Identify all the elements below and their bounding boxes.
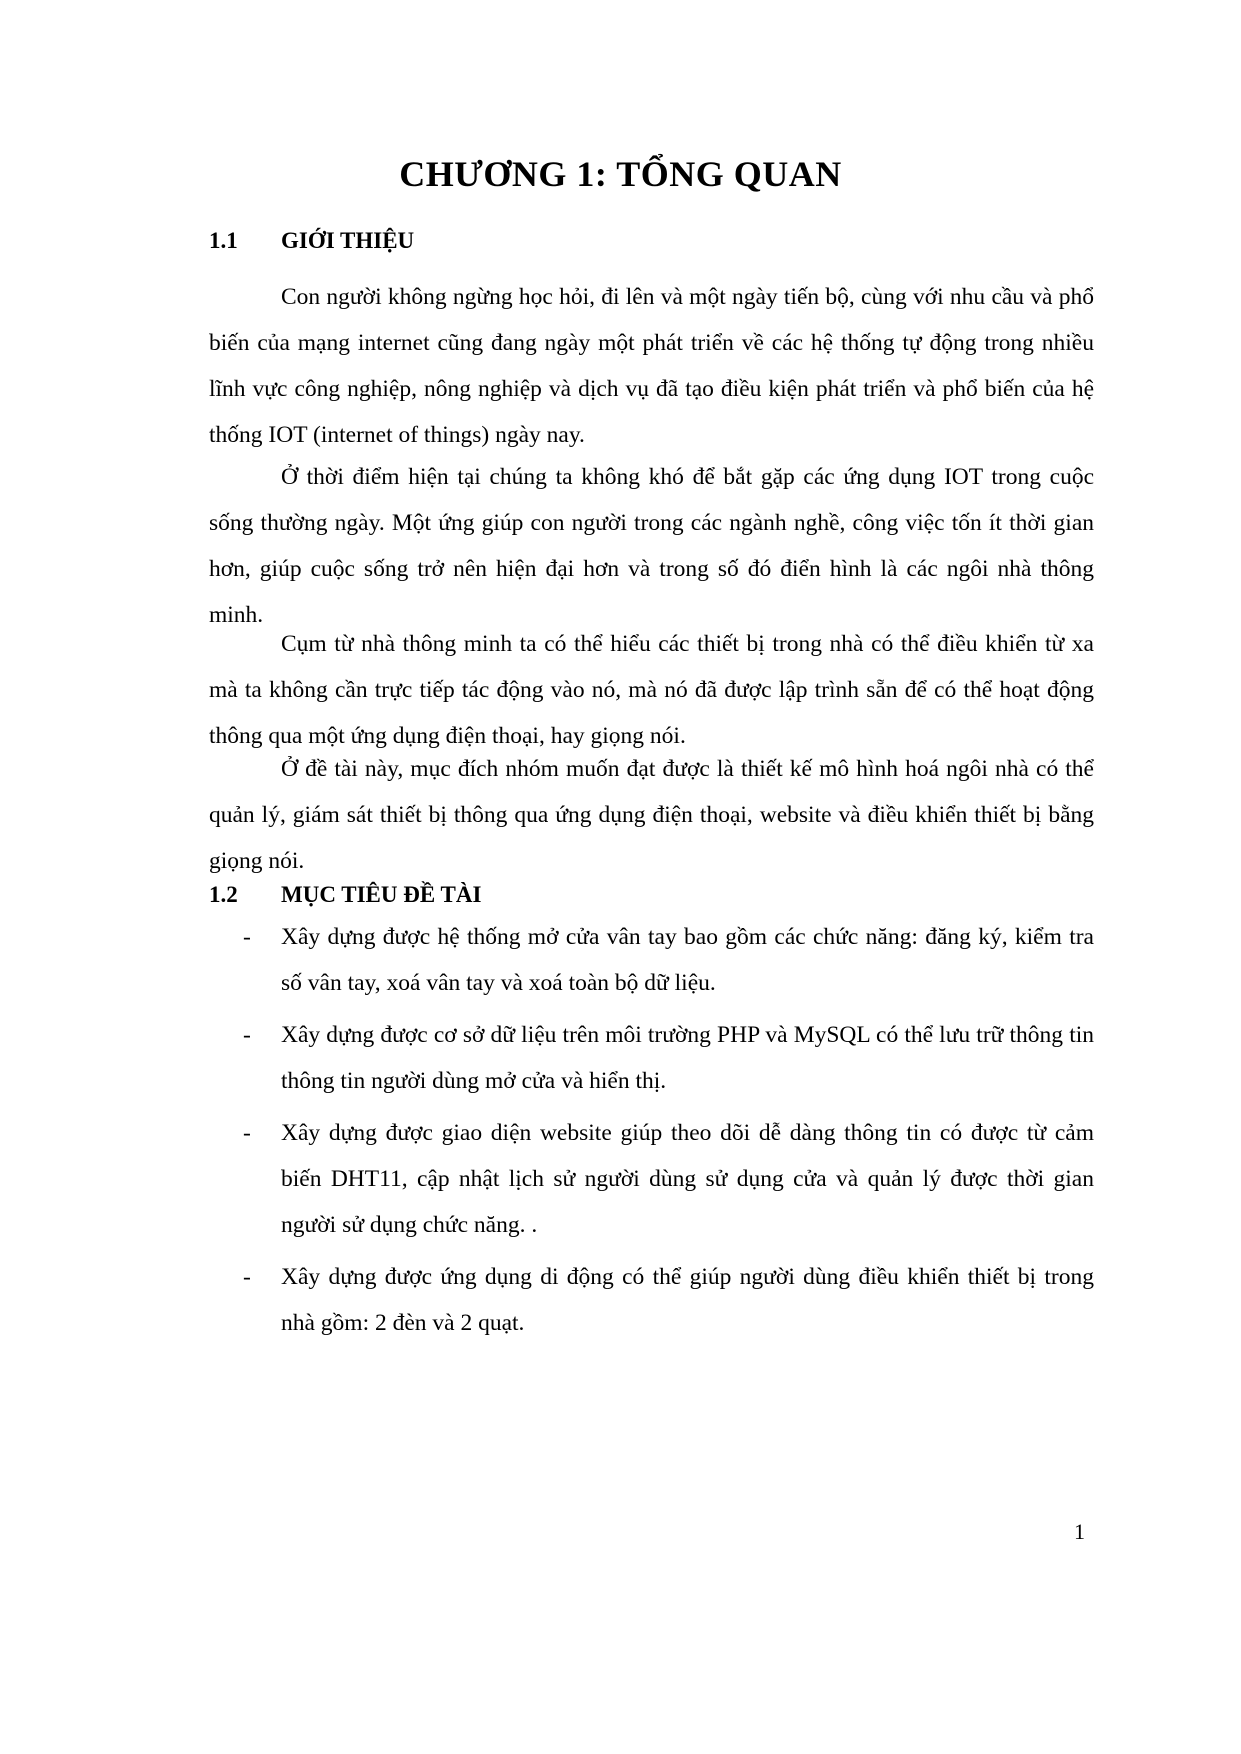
bullet-dash: -	[243, 924, 251, 950]
list-item	[209, 1254, 1094, 1346]
bullet-dash: -	[243, 1022, 251, 1048]
paragraph-1: Con người không ngừng học hỏi, đi lên và một ngày tiến bộ, cùng với nhu cầu và phổ biến của mạng internet cũng đang ngày một phát triển về các hệ thống tự động trong nhiều lĩnh vực công nghiệp, nông nghiệp và dịch vụ đã tạo điều kiện phát triển và phổ biến của hệ thống IOT (internet of things) ngày nay.	[209, 284, 1094, 448]
bullet-dash: -	[243, 1120, 251, 1146]
section-number: 1.2	[209, 882, 238, 907]
section-number: 1.1	[209, 228, 238, 253]
section-heading-1-1	[209, 226, 414, 256]
section-title: MỤC TIÊU ĐỀ TÀI	[281, 882, 482, 907]
section-title: GIỚI THIỆU	[281, 228, 415, 253]
list-item	[209, 1110, 1094, 1248]
list-item-text: Xây dựng được giao diện website giúp theo dõi dễ dàng thông tin có được từ cảm biến DHT11, cập nhật lịch sử người dùng sử dụng cửa và quản lý được thời gian người sử dụng chức năng. .	[281, 1120, 1094, 1238]
list-item	[209, 1012, 1094, 1104]
list-item	[209, 914, 1094, 1006]
paragraph-3: Cụm từ nhà thông minh ta có thể hiểu các thiết bị trong nhà có thể điều khiển từ xa mà ta không cần trực tiếp tác động vào nó, mà nó đã được lập trình sẵn để có thể hoạt động thông qua một ứng dụng điện thoại, hay giọng nói.	[209, 631, 1094, 749]
paragraph-4: Ở đề tài này, mục đích nhóm muốn đạt được là thiết kế mô hình hoá ngôi nhà có thể quản lý, giám sát thiết bị thông qua ứng dụng điện thoại, website và điều khiển thiết bị bằng giọng nói.	[209, 756, 1094, 874]
page-number: 1	[1074, 1519, 1085, 1544]
bullet-dash: -	[243, 1264, 251, 1290]
list-item-text: Xây dựng được hệ thống mở cửa vân tay bao gồm các chức năng: đăng ký, kiểm tra số vân tay, xoá vân tay và xoá toàn bộ dữ liệu.	[281, 924, 1094, 996]
chapter-title: CHƯƠNG 1: TỔNG QUAN	[399, 154, 842, 194]
list-item-text: Xây dựng được cơ sở dữ liệu trên môi trường PHP và MySQL có thể lưu trữ thông tin thông tin người dùng mở cửa và hiển thị.	[281, 1022, 1094, 1094]
list-item-text: Xây dựng được ứng dụng di động có thể giúp người dùng điều khiển thiết bị trong nhà gồm: 2 đèn và 2 quạt.	[281, 1264, 1094, 1336]
objectives-list	[209, 914, 1094, 1352]
section-heading-1-2	[209, 880, 481, 910]
paragraph-2: Ở thời điểm hiện tại chúng ta không khó để bắt gặp các ứng dụng IOT trong cuộc sống thường ngày. Một ứng giúp con người trong các ngành nghề, công việc tốn ít thời gian hơn, giúp cuộc sống trở nên hiện đại hơn và trong số đó điển hình là các ngôi nhà thông minh.	[209, 464, 1094, 628]
